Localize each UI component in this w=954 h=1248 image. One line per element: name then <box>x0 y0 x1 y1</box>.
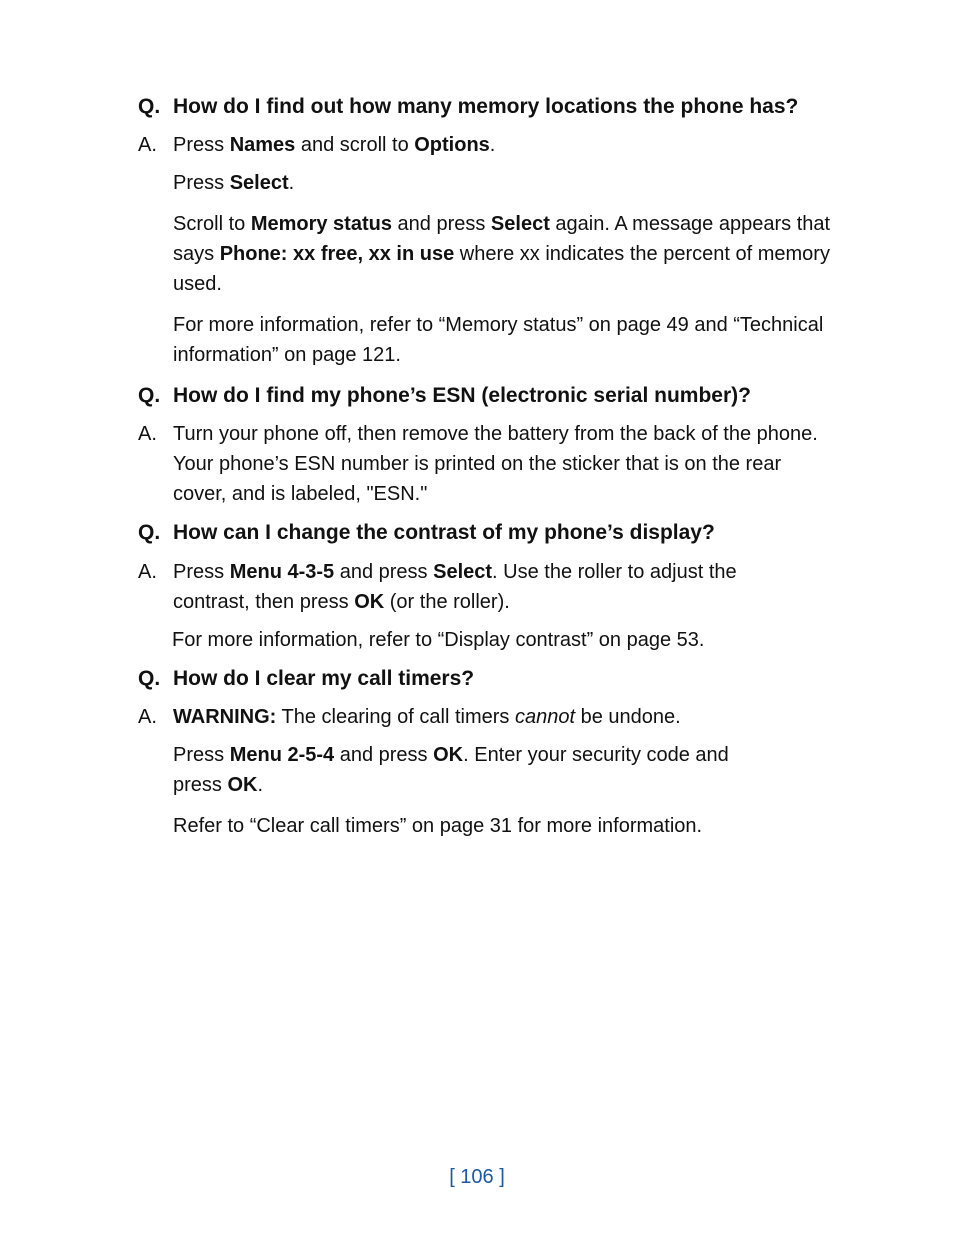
answer-more-info: For more information, refer to “Memory status” on page 49 and “Technical information” on page 121. <box>173 314 824 366</box>
question-label: Q. <box>138 521 161 544</box>
answer-contrast-text: Press Menu 4-3-5 and press Select. Use the roller to adjust the contrast, then press OK (or the roller). <box>173 561 737 613</box>
question-text: How can I change the contrast of my phone’s display? <box>173 521 715 544</box>
question-label: Q. <box>138 384 161 407</box>
warning-label: WARNING: <box>173 706 277 728</box>
answer-more-info: Refer to “Clear call timers” on page 31 for more information. <box>173 815 703 837</box>
answer-more-info: For more information, refer to “Display contrast” on page 53. <box>172 629 705 651</box>
answer-step-press-select: Press Select. <box>173 172 295 194</box>
question-text: How do I find my phone’s ESN (electronic serial number)? <box>173 384 751 407</box>
answer-step-press-names: Press Names and scroll to Options. <box>173 134 496 156</box>
answer-label: A. <box>138 561 157 583</box>
answer-warning: WARNING: The clearing of call timers cannot be undone. <box>173 706 681 728</box>
question-label: Q. <box>138 95 161 118</box>
key-options: Options <box>414 134 490 156</box>
answer-esn-text: Turn your phone off, then remove the battery from the back of the phone. Your phone’s ESN number is printed on the sticker that is on the rear cover, and is labeled, "ESN." <box>173 423 818 505</box>
answer-step-memory-status: Scroll to Memory status and press Select again. A message appears that says Phone: xx free, xx in use where xx indicates the percent of memory used. <box>173 213 831 295</box>
question-text: How do I find out how many memory locations the phone has? <box>173 95 799 118</box>
key-names: Names <box>229 134 296 156</box>
question-text: How do I clear my call timers? <box>173 667 475 690</box>
answer-label: A. <box>138 134 157 156</box>
answer-step-menu-254: Press Menu 2-5-4 and press OK. Enter your security code and press OK. <box>173 744 729 796</box>
page-number: [ 106 ] <box>449 1166 505 1188</box>
key-select: Select <box>229 172 289 194</box>
answer-label: A. <box>138 423 157 445</box>
question-label: Q. <box>138 667 161 690</box>
answer-label: A. <box>138 706 157 728</box>
